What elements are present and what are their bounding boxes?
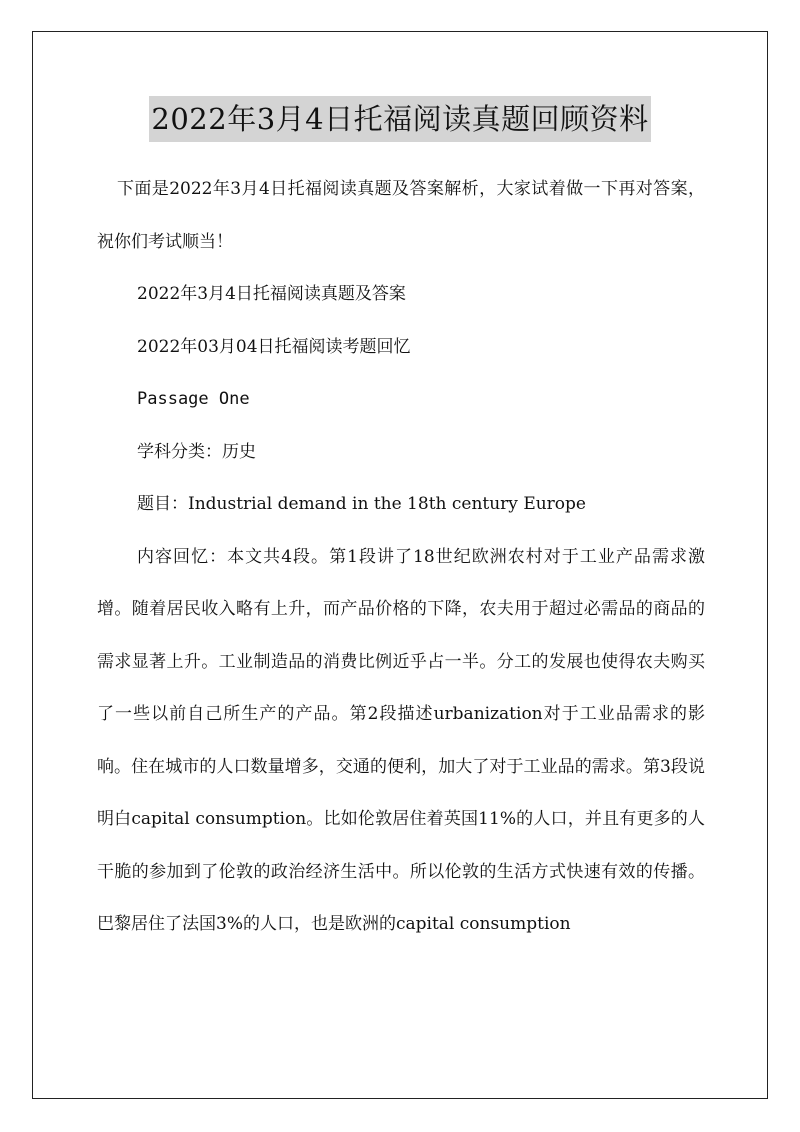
subject-category: 学科分类：历史	[137, 441, 256, 462]
subheading-recall: 2022年03月04日托福阅读考题回忆	[137, 336, 411, 357]
passage-label: Passage One	[137, 389, 250, 409]
document-body	[97, 163, 705, 951]
intro-paragraph: 下面是2022年3月4日托福阅读真题及答案解析，大家试着做一下再对答案，祝你们考试顺当！	[97, 179, 705, 252]
subheading-answers: 2022年3月4日托福阅读真题及答案	[137, 284, 406, 304]
passage-topic: 题目：Industrial demand in the 18th century Europe	[137, 494, 586, 514]
document-title: 2022年3月4日托福阅读真题回顾资料	[149, 96, 650, 142]
title-container	[0, 96, 800, 142]
content-summary: 内容回忆：本文共4段。第1段讲了18世纪欧洲农村对于工业产品需求激增。随着居民收入略有上升，而产品价格的下降，农夫用于超过必需品的商品的需求显著上升。工业制造品的消费比例近乎占一半。分工的发展也使得农夫购买了一些以前自己所生产的产品。第2段描述urbanization对于工业品需求的影响。住在城市的人口数量增多，交通的便利，加大了对于工业品的需求。第3段说明白capital consumption。比如伦敦居住着英国11%的人口，并且有更多的人干脆的参加到了伦敦的政治经济生活中。所以伦敦的生活方式快速有效的传播。巴黎居住了法国3%的人口，也是欧洲的capital consumption	[97, 546, 705, 934]
